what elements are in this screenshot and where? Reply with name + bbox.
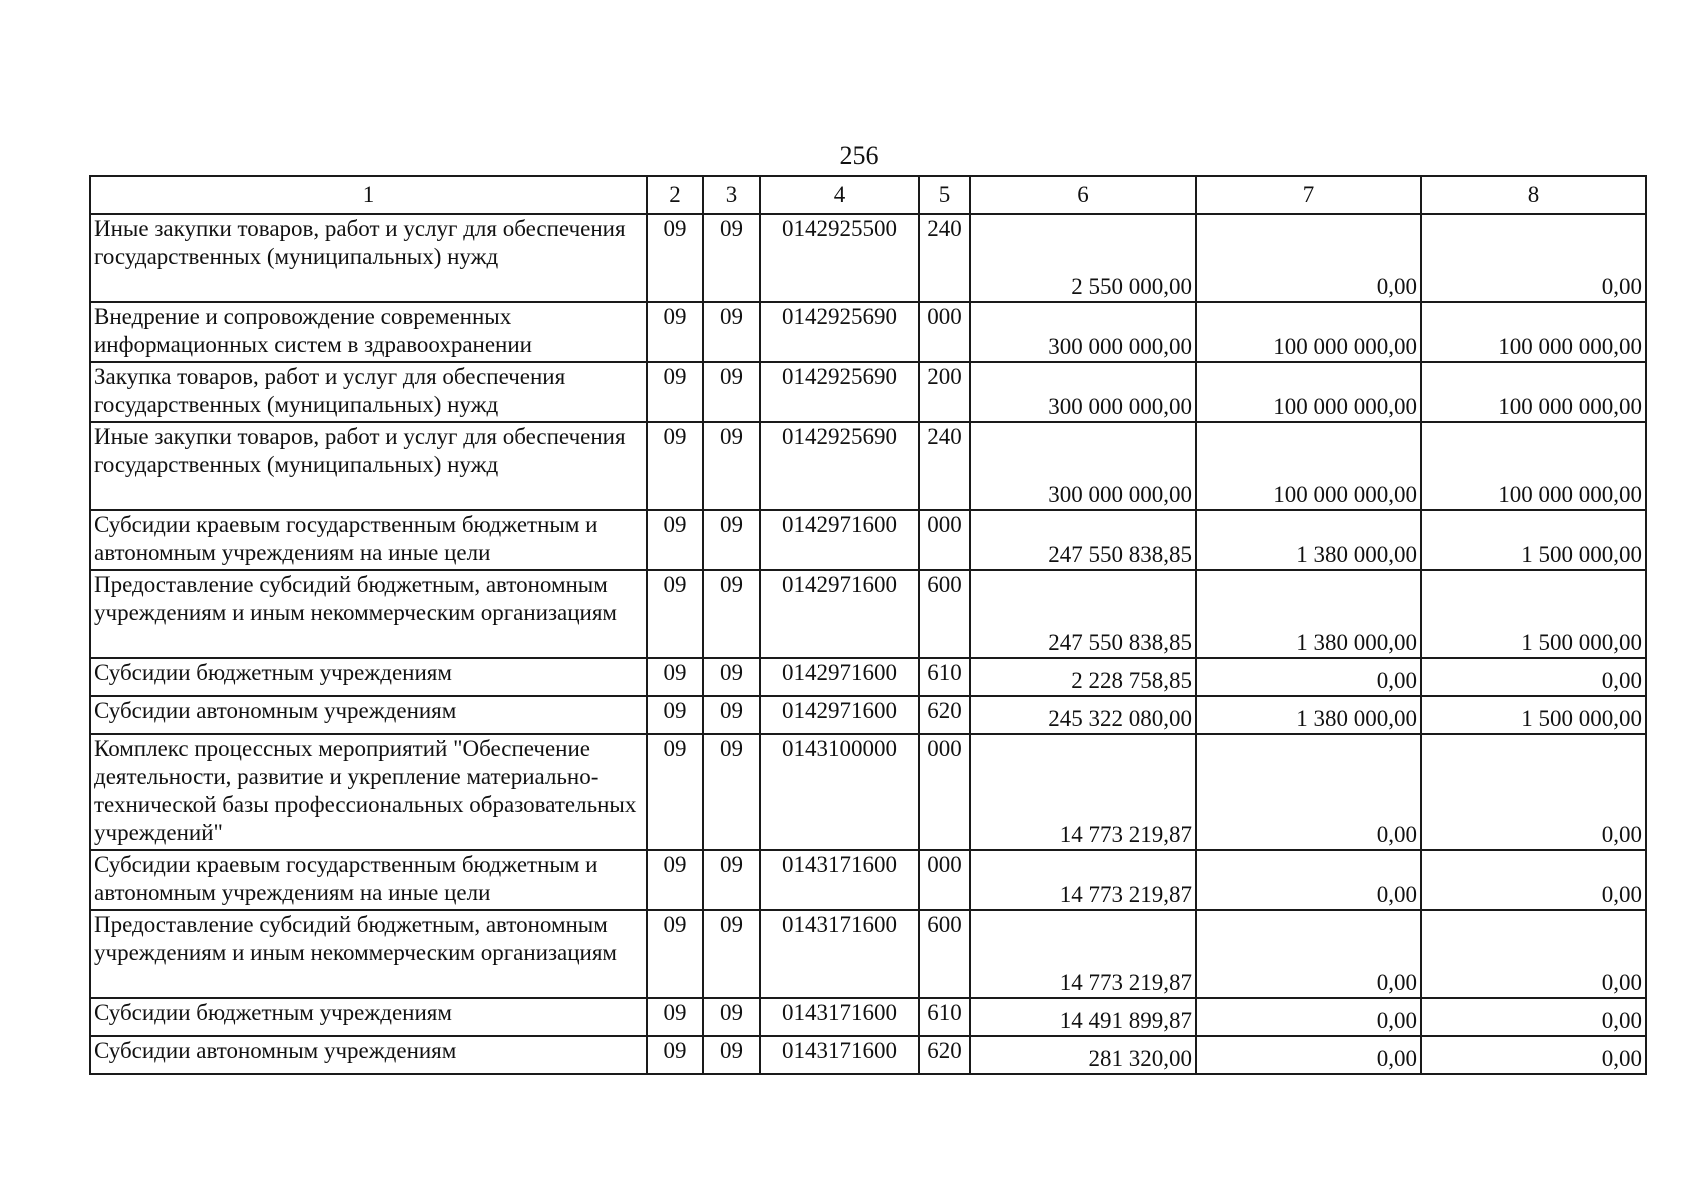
- section-code: 09: [647, 734, 703, 850]
- expense-type-code: 000: [919, 302, 970, 362]
- expense-type-code: 610: [919, 658, 970, 696]
- row-name: Субсидии бюджетным учреждениям: [90, 658, 647, 696]
- amount-col8: 0,00: [1421, 850, 1646, 910]
- expense-type-code: 600: [919, 570, 970, 658]
- table-row: [90, 362, 1646, 422]
- amount-col8: 0,00: [1421, 1036, 1646, 1074]
- target-article-code: 0142971600: [760, 696, 919, 734]
- amount-col8: 1 500 000,00: [1421, 570, 1646, 658]
- section-code: 09: [647, 362, 703, 422]
- target-article-code: 0142971600: [760, 510, 919, 570]
- amount-col8: 0,00: [1421, 658, 1646, 696]
- row-name: Внедрение и сопровождение современных информационных систем в здравоохранении: [90, 302, 647, 362]
- subsection-code: 09: [703, 734, 760, 850]
- amount-col6: 281 320,00: [970, 1036, 1196, 1074]
- amount-col6: 14 491 899,87: [970, 998, 1196, 1036]
- subsection-code: 09: [703, 696, 760, 734]
- amount-col8: 1 500 000,00: [1421, 696, 1646, 734]
- expense-type-code: 240: [919, 214, 970, 302]
- row-name: Субсидии автономным учреждениям: [90, 1036, 647, 1074]
- expense-type-code: 600: [919, 910, 970, 998]
- section-code: 09: [647, 658, 703, 696]
- amount-col7: 100 000 000,00: [1196, 362, 1421, 422]
- column-header: 5: [919, 176, 970, 214]
- expense-type-code: 200: [919, 362, 970, 422]
- row-name: Предоставление субсидий бюджетным, автономным учреждениям и иным некоммерческим организациям: [90, 910, 647, 998]
- table-row: [90, 302, 1646, 362]
- target-article-code: 0143171600: [760, 998, 919, 1036]
- table-row: [90, 998, 1646, 1036]
- section-code: 09: [647, 214, 703, 302]
- page-number: 256: [839, 141, 879, 170]
- amount-col8: 0,00: [1421, 998, 1646, 1036]
- section-code: 09: [647, 910, 703, 998]
- table-row: [90, 910, 1646, 998]
- column-header: 6: [970, 176, 1196, 214]
- expense-type-code: 000: [919, 734, 970, 850]
- column-header: 2: [647, 176, 703, 214]
- section-code: 09: [647, 510, 703, 570]
- row-name: Субсидии краевым государственным бюджетным и автономным учреждениям на иные цели: [90, 510, 647, 570]
- expense-type-code: 240: [919, 422, 970, 510]
- subsection-code: 09: [703, 510, 760, 570]
- amount-col7: 0,00: [1196, 658, 1421, 696]
- target-article-code: 0142925690: [760, 302, 919, 362]
- subsection-code: 09: [703, 1036, 760, 1074]
- column-header: 8: [1421, 176, 1646, 214]
- column-header: 1: [90, 176, 647, 214]
- subsection-code: 09: [703, 910, 760, 998]
- target-article-code: 0143171600: [760, 850, 919, 910]
- amount-col7: 1 380 000,00: [1196, 696, 1421, 734]
- amount-col6: 14 773 219,87: [970, 910, 1196, 998]
- amount-col7: 1 380 000,00: [1196, 570, 1421, 658]
- table-row: [90, 422, 1646, 510]
- amount-col6: 300 000 000,00: [970, 422, 1196, 510]
- table-row: [90, 696, 1646, 734]
- section-code: 09: [647, 998, 703, 1036]
- expense-type-code: 620: [919, 1036, 970, 1074]
- expense-type-code: 620: [919, 696, 970, 734]
- amount-col8: 1 500 000,00: [1421, 510, 1646, 570]
- row-name: Субсидии бюджетным учреждениям: [90, 998, 647, 1036]
- amount-col8: 0,00: [1421, 214, 1646, 302]
- amount-col8: 0,00: [1421, 734, 1646, 850]
- subsection-code: 09: [703, 658, 760, 696]
- table-row: [90, 510, 1646, 570]
- column-header: 4: [760, 176, 919, 214]
- row-name: Предоставление субсидий бюджетным, автономным учреждениям и иным некоммерческим организациям: [90, 570, 647, 658]
- section-code: 09: [647, 302, 703, 362]
- target-article-code: 0143171600: [760, 910, 919, 998]
- target-article-code: 0142925500: [760, 214, 919, 302]
- expense-type-code: 000: [919, 510, 970, 570]
- budget-table: [89, 175, 1647, 1075]
- section-code: 09: [647, 422, 703, 510]
- target-article-code: 0143171600: [760, 1036, 919, 1074]
- subsection-code: 09: [703, 998, 760, 1036]
- column-header: 7: [1196, 176, 1421, 214]
- amount-col7: 0,00: [1196, 910, 1421, 998]
- amount-col6: 14 773 219,87: [970, 850, 1196, 910]
- table-row: [90, 570, 1646, 658]
- amount-col6: 2 550 000,00: [970, 214, 1196, 302]
- amount-col6: 245 322 080,00: [970, 696, 1196, 734]
- row-name: Закупка товаров, работ и услуг для обеспечения государственных (муниципальных) нужд: [90, 362, 647, 422]
- amount-col7: 0,00: [1196, 734, 1421, 850]
- table-row: [90, 734, 1646, 850]
- amount-col7: 0,00: [1196, 1036, 1421, 1074]
- target-article-code: 0142971600: [760, 570, 919, 658]
- amount-col6: 2 228 758,85: [970, 658, 1196, 696]
- amount-col6: 300 000 000,00: [970, 362, 1196, 422]
- section-code: 09: [647, 696, 703, 734]
- expense-type-code: 000: [919, 850, 970, 910]
- subsection-code: 09: [703, 570, 760, 658]
- amount-col7: 100 000 000,00: [1196, 422, 1421, 510]
- subsection-code: 09: [703, 850, 760, 910]
- subsection-code: 09: [703, 214, 760, 302]
- expense-type-code: 610: [919, 998, 970, 1036]
- table-row: [90, 1036, 1646, 1074]
- subsection-code: 09: [703, 362, 760, 422]
- amount-col8: 0,00: [1421, 910, 1646, 998]
- column-number-row: [90, 176, 1646, 214]
- section-code: 09: [647, 850, 703, 910]
- amount-col8: 100 000 000,00: [1421, 302, 1646, 362]
- table-row: [90, 850, 1646, 910]
- amount-col6: 300 000 000,00: [970, 302, 1196, 362]
- section-code: 09: [647, 1036, 703, 1074]
- amount-col7: 100 000 000,00: [1196, 302, 1421, 362]
- target-article-code: 0142971600: [760, 658, 919, 696]
- target-article-code: 0142925690: [760, 422, 919, 510]
- target-article-code: 0142925690: [760, 362, 919, 422]
- row-name: Комплекс процессных мероприятий "Обеспечение деятельности, развитие и укрепление материально-технической базы профессиональных образовательных учреждений": [90, 734, 647, 850]
- row-name: Субсидии краевым государственным бюджетным и автономным учреждениям на иные цели: [90, 850, 647, 910]
- amount-col7: 0,00: [1196, 850, 1421, 910]
- subsection-code: 09: [703, 422, 760, 510]
- amount-col8: 100 000 000,00: [1421, 422, 1646, 510]
- amount-col8: 100 000 000,00: [1421, 362, 1646, 422]
- amount-col7: 1 380 000,00: [1196, 510, 1421, 570]
- amount-col6: 247 550 838,85: [970, 570, 1196, 658]
- row-name: Иные закупки товаров, работ и услуг для обеспечения государственных (муниципальных) нужд: [90, 422, 647, 510]
- amount-col6: 247 550 838,85: [970, 510, 1196, 570]
- target-article-code: 0143100000: [760, 734, 919, 850]
- amount-col7: 0,00: [1196, 214, 1421, 302]
- amount-col6: 14 773 219,87: [970, 734, 1196, 850]
- table-row: [90, 658, 1646, 696]
- row-name: Субсидии автономным учреждениям: [90, 696, 647, 734]
- row-name: Иные закупки товаров, работ и услуг для обеспечения государственных (муниципальных) нужд: [90, 214, 647, 302]
- table-row: [90, 214, 1646, 302]
- column-header: 3: [703, 176, 760, 214]
- subsection-code: 09: [703, 302, 760, 362]
- amount-col7: 0,00: [1196, 998, 1421, 1036]
- section-code: 09: [647, 570, 703, 658]
